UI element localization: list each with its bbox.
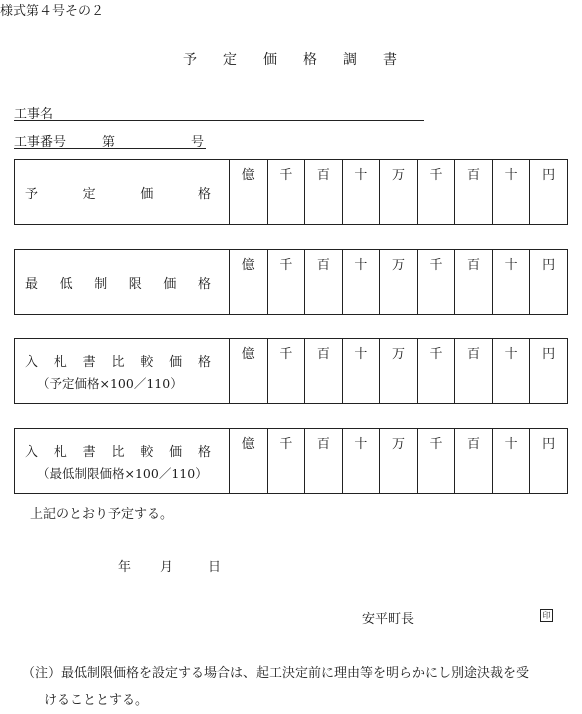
digit-cell-en[interactable]: 円 bbox=[530, 250, 568, 315]
digit-cell-sen-man[interactable]: 千 bbox=[267, 429, 305, 494]
digit-cell-juu[interactable]: 十 bbox=[492, 429, 530, 494]
label-char: 価 bbox=[169, 444, 183, 460]
label-char: 最 bbox=[25, 276, 39, 292]
label-char: 定 bbox=[82, 186, 96, 202]
label-char: 価 bbox=[140, 186, 154, 202]
title-char: 調 bbox=[343, 52, 359, 68]
seal-mark: 印 bbox=[540, 609, 553, 622]
row-label bbox=[15, 250, 230, 315]
label-char: 書 bbox=[82, 354, 96, 370]
digit-cell-sen[interactable]: 千 bbox=[417, 250, 455, 315]
digit-cell-man[interactable]: 万 bbox=[380, 429, 418, 494]
digit-cell-en[interactable]: 円 bbox=[530, 429, 568, 494]
digit-cell-sen-man[interactable]: 千 bbox=[267, 339, 305, 404]
digit-cell-oku[interactable]: 億 bbox=[230, 160, 268, 225]
digit-cell-juu-man[interactable]: 十 bbox=[342, 160, 380, 225]
row-label bbox=[15, 339, 230, 404]
digit-cell-sen[interactable]: 千 bbox=[417, 339, 455, 404]
label-char: 限 bbox=[128, 276, 142, 292]
title-char: 定 bbox=[223, 52, 239, 68]
project-number-label: 工事番号 bbox=[14, 135, 67, 150]
label-char: 較 bbox=[140, 444, 154, 460]
digit-cell-man[interactable]: 万 bbox=[380, 160, 418, 225]
row-label bbox=[15, 429, 230, 494]
project-name-label: 工事名 bbox=[14, 107, 54, 122]
digit-cell-sen[interactable]: 千 bbox=[417, 429, 455, 494]
digit-cell-oku[interactable]: 億 bbox=[230, 250, 268, 315]
project-number-prefix: 第 bbox=[102, 135, 116, 150]
digit-cell-sen-man[interactable]: 千 bbox=[267, 160, 305, 225]
label-char: 比 bbox=[111, 444, 125, 460]
digit-cell-hyaku-man[interactable]: 百 bbox=[305, 429, 343, 494]
label-char: 制 bbox=[94, 276, 108, 292]
digit-cell-juu-man[interactable]: 十 bbox=[342, 339, 380, 404]
date-day-label: 日 bbox=[208, 560, 222, 575]
digit-cell-sen[interactable]: 千 bbox=[417, 160, 455, 225]
project-number-field[interactable] bbox=[14, 131, 206, 149]
digit-cell-hyaku-man[interactable]: 百 bbox=[305, 160, 343, 225]
label-char: 格 bbox=[197, 186, 211, 202]
label-char: 価 bbox=[163, 276, 177, 292]
footnote-line-2: けることとする。 bbox=[44, 693, 149, 708]
digit-cell-hyaku-man[interactable]: 百 bbox=[305, 250, 343, 315]
label-char: 予 bbox=[25, 186, 39, 202]
label-char: 較 bbox=[140, 354, 154, 370]
digit-cell-juu[interactable]: 十 bbox=[492, 160, 530, 225]
digit-cell-man[interactable]: 万 bbox=[380, 339, 418, 404]
digit-cell-juu[interactable]: 十 bbox=[492, 250, 530, 315]
bid-comparison-planned-table bbox=[14, 338, 568, 404]
date-month-label: 月 bbox=[160, 560, 174, 575]
digit-cell-hyaku[interactable]: 百 bbox=[455, 339, 493, 404]
planned-price-table bbox=[14, 159, 568, 225]
document-title bbox=[0, 49, 582, 69]
footnote-line-1: （注）最低制限価格を設定する場合は、起工決定前に理由等を明らかにし別途決裁を受 bbox=[22, 666, 530, 681]
digit-cell-sen-man[interactable]: 千 bbox=[267, 250, 305, 315]
label-char: 比 bbox=[111, 354, 125, 370]
digit-cell-hyaku[interactable]: 百 bbox=[455, 429, 493, 494]
bid-comparison-minimum-table bbox=[14, 428, 568, 494]
digit-cell-oku[interactable]: 億 bbox=[230, 339, 268, 404]
row-sublabel: （最低制限価格×100／110） bbox=[37, 465, 208, 481]
minimum-price-table bbox=[14, 249, 568, 315]
label-char: 入 bbox=[25, 354, 39, 370]
digit-cell-hyaku[interactable]: 百 bbox=[455, 160, 493, 225]
label-char: 札 bbox=[53, 354, 67, 370]
title-char: 格 bbox=[303, 52, 319, 68]
form-number: 様式第４号その２ bbox=[0, 4, 105, 19]
label-char: 価 bbox=[169, 354, 183, 370]
title-char: 価 bbox=[263, 52, 279, 68]
row-sublabel: （予定価格×100／110） bbox=[37, 375, 183, 391]
label-char: 格 bbox=[197, 354, 211, 370]
digit-cell-juu-man[interactable]: 十 bbox=[342, 250, 380, 315]
digit-cell-man[interactable]: 万 bbox=[380, 250, 418, 315]
label-char: 低 bbox=[59, 276, 73, 292]
project-number-suffix: 号 bbox=[191, 135, 205, 150]
label-char: 札 bbox=[53, 444, 67, 460]
project-name-field[interactable] bbox=[14, 103, 424, 121]
date-year-label: 年 bbox=[118, 560, 132, 575]
label-char: 入 bbox=[25, 444, 39, 460]
digit-cell-oku[interactable]: 億 bbox=[230, 429, 268, 494]
statement-text: 上記のとおり予定する。 bbox=[30, 507, 174, 522]
digit-cell-en[interactable]: 円 bbox=[530, 160, 568, 225]
date-line bbox=[118, 556, 221, 575]
label-char: 格 bbox=[197, 276, 211, 292]
digit-cell-juu-man[interactable]: 十 bbox=[342, 429, 380, 494]
title-char: 書 bbox=[383, 52, 399, 68]
label-char: 格 bbox=[197, 444, 211, 460]
footnote bbox=[22, 660, 582, 714]
label-char: 書 bbox=[82, 444, 96, 460]
mayor-signature-label: 安平町長 bbox=[362, 612, 415, 627]
row-label bbox=[15, 160, 230, 225]
digit-cell-juu[interactable]: 十 bbox=[492, 339, 530, 404]
digit-cell-hyaku[interactable]: 百 bbox=[455, 250, 493, 315]
title-char: 予 bbox=[183, 52, 199, 68]
digit-cell-en[interactable]: 円 bbox=[530, 339, 568, 404]
digit-cell-hyaku-man[interactable]: 百 bbox=[305, 339, 343, 404]
